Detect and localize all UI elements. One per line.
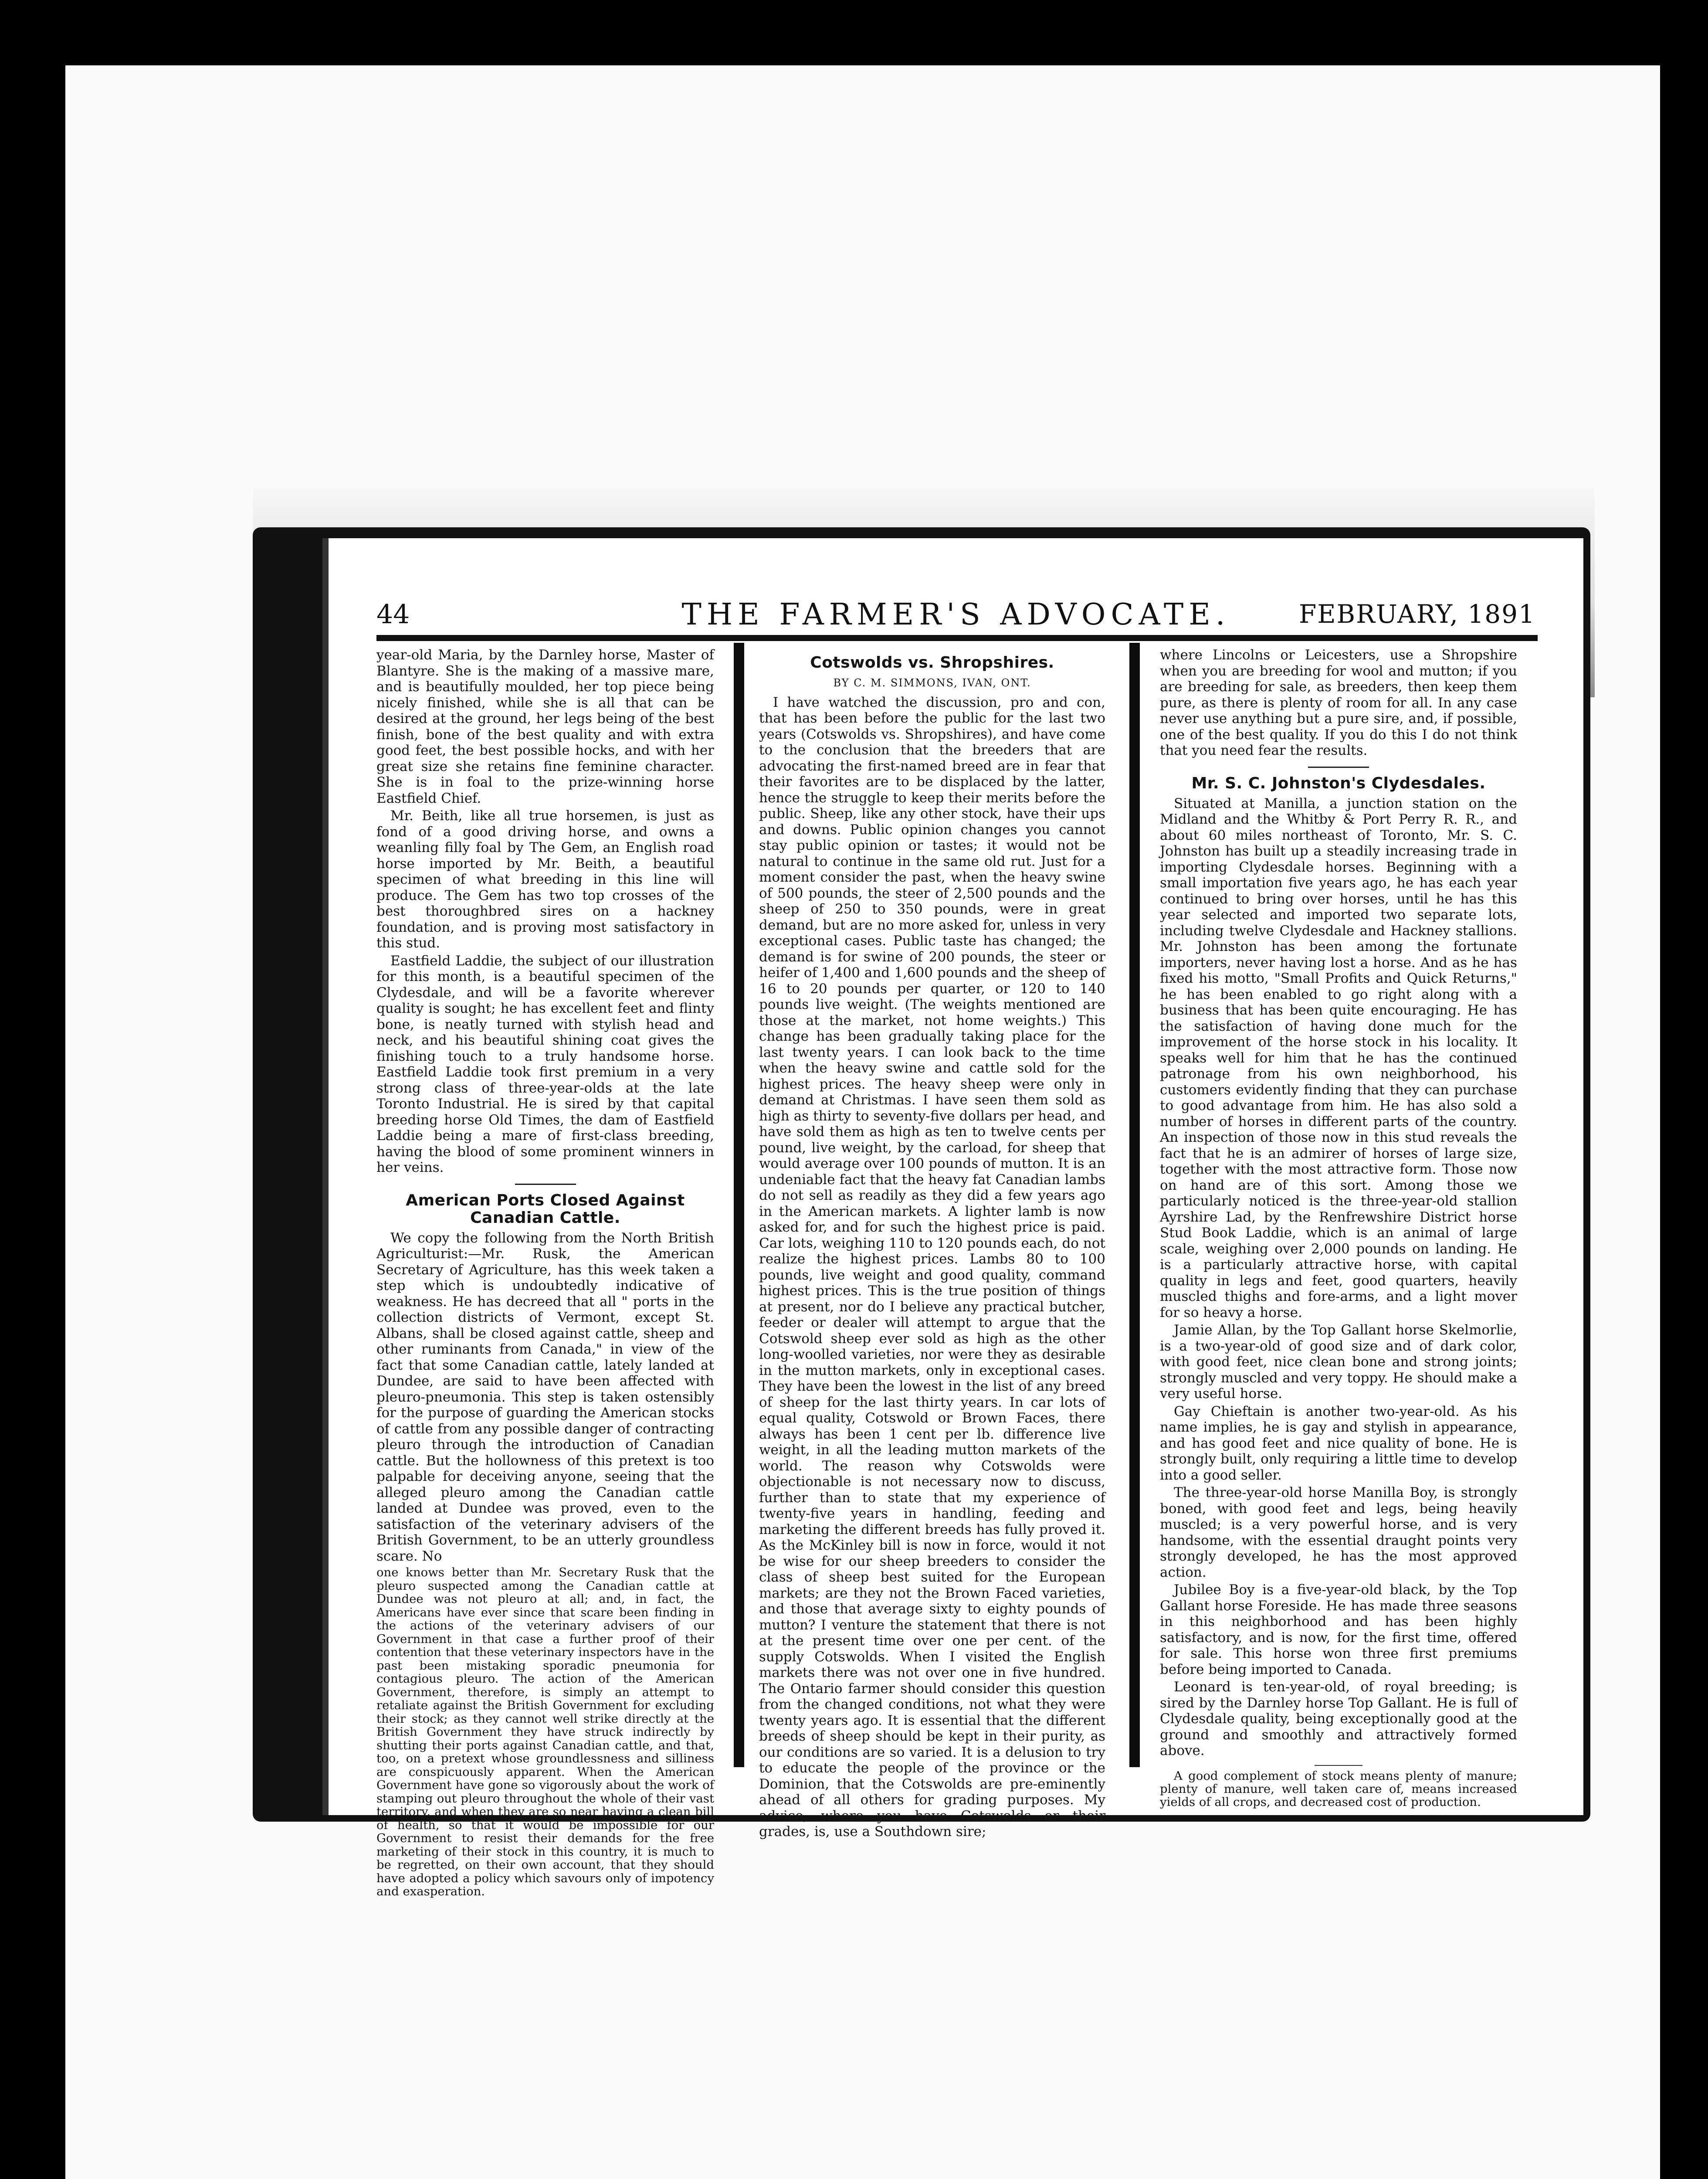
paragraph: Mr. Beith, like all true horsemen, is just as fond of a good driving horse, and owns a weanling filly foal by The Gem, an English road horse imported by Mr. Beith, a beautiful specimen of what breeding in this line will produce. The Gem has two top crosses of the best thoroughbred sires on a hackney foundation, and is proving most satisfactory in this stud. (376, 808, 714, 951)
page-header (376, 595, 1535, 634)
divider (1315, 1765, 1362, 1766)
paragraph: Eastfield Laddie, the subject of our illustration for this month, is a beautiful specimen of the Clydesdale, and will be a favorite wherever quality is sought; he has excellent feet and flinty bone, is neatly turned with stylish head and neck, and his beautiful shining coat gives the finishing touch to a truly handsome horse. Eastfield Laddie took first premium in a very strong class of three-year-olds at the late Toronto Industrial. He is sired by that capital breeding horse Old Times, the dam of Eastfield Laddie being a mare of first-class breeding, having the blood of some prominent winners in her veins. (376, 953, 714, 1175)
divider (515, 1184, 576, 1185)
paragraph: where Lincolns or Leicesters, use a Shropshire when you are breeding for wool and mutton; if you are breeding for sale, as breeders, then keep them pure, as there is plenty of room for all. In any case never use anything but a pure sire, and, if possible, one of the best quality. If you do this I do not think that you need fear the results. (1160, 647, 1517, 758)
paragraph: Situated at Manilla, a junction station on the Midland and the Whitby & Port Perry R. R., and about 60 miles northeast of Toronto, Mr. S. C. Johnston has built up a steadily increasing trade in importing Clydesdale horses. Beginning with a small importation five years ago, he has each year continued to bring over horses, until he has this year selected and imported two separate lots, including twelve Clydesdale and Hackney stallions. Mr. Johnston has been among the fortunate importers, never having lost a horse. And as he has fixed his motto, "Small Profits and Quick Returns," he has been enabled to go right along with a business that has been quite encouraging. He has the satisfaction of having done much for the improvement of the horse stock in his locality. It speaks well for him that he has the continued patronage from his own neighborhood, his customers evidently finding that they can purchase to good advantage from him. He has also sold a number of horses in different parts of the country. An inspection of those now in this stud reveals the fact that he is an admirer of horses of large size, together with the most attractive form. Those now on hand are of this sort. Among those we particularly noticed is the three-year-old stallion Ayrshire Lad, by the Renfrewshire District horse Stud Book Laddie, which is an animal of large scale, weighing over 2,000 pounds on landing. He is a particularly attractive horse, with capital quality in legs and feet, good quarters, heavily muscled thighs and fore-arms, and a light mover for so heavy a horse. (1160, 795, 1517, 1320)
paragraph: The three-year-old horse Manilla Boy, is strongly boned, with good feet and legs, being heavily muscled; is a very powerful horse, and is very handsome, with the essential draught points very strongly developed, he has the most approved action. (1160, 1485, 1517, 1580)
paragraph: Leonard is ten-year-old, of royal breeding; is sired by the Darnley horse Top Gallant. He is full of Clydesdale quality, being exceptionally good at the ground and smoothly and attractively formed above. (1160, 1679, 1517, 1758)
article-heading-cotswolds: Cotswolds vs. Shropshires. (810, 654, 1054, 672)
divider (1308, 767, 1369, 768)
article-heading-american-ports: American Ports Closed Against Canadian Cattle. (406, 1191, 685, 1227)
paragraph: Jamie Allan, by the Top Gallant horse Skelmorlie, is a two-year-old of good size and of dark color, with good feet, nice clean bone and strong joints; strongly muscled and very toppy. He should make a very useful horse. (1160, 1322, 1517, 1402)
paragraph: year-old Maria, by the Darnley horse, Master of Blantyre. She is the making of a massive mare, and is beautifully moulded, her top piece being nicely finished, while she is all that can be desired at the ground, her legs being of the best finish, bone of the best quality and with extra good feet, the best possible hocks, and with her great size she retains fine feminine character. She is in foal to the prize-winning horse Eastfield Chief. (376, 647, 714, 806)
column-right (1160, 647, 1517, 1809)
header-rule (376, 635, 1538, 641)
issue-date: FEBRUARY, 1891 (1298, 599, 1535, 629)
page-number: 44 (376, 599, 410, 630)
column-rule (734, 643, 744, 1767)
masthead: THE FARMER'S ADVOCATE. (681, 597, 1230, 632)
column-rule (1129, 643, 1140, 1767)
newspaper-page (322, 538, 1583, 1898)
paragraph: Jubilee Boy is a five-year-old black, by the Top Gallant horse Foreside. He has made three seasons in this neighborhood and has been highly satisfactory, and is now, for the first time, offered for sale. This horse won three first premiums before being imported to Canada. (1160, 1582, 1517, 1677)
paragraph: Gay Chieftain is another two-year-old. As his name implies, he is gay and stylish in appearance, and has good feet and nice quality of bone. He is strongly built, only requiring a little time to develop into a good seller. (1160, 1403, 1517, 1483)
filler-note: A good complement of stock means plenty of manure; plenty of manure, well taken care of, means increased yields of all crops, and decreased cost of production. (1160, 1768, 1517, 1809)
paragraph: We copy the following from the North British Agriculturist:—Mr. Rusk, the American Secretary of Agriculture, has this week taken a step which is undoubtedly indicative of weakness. He has decreed that all " ports in the collection districts of Vermont, except St. Albans, shall be closed against cattle, sheep and other ruminants from Canada," in view of the fact that some Canadian cattle, lately landed at Dundee, are said to have been affected with pleuro-pneumonia. This step is taken ostensibly for the purpose of guarding the American stocks of cattle from any possible danger of contracting pleuro through the introduction of Canadian cattle. But the hollowness of this pretext is too palpable for deceiving anyone, seeing that the alleged pleuro among the Canadian cattle landed at Dundee was proved, even to the satisfaction of the veterinary advisers of the British Government, to be an utterly groundless scare. No (376, 1230, 714, 1564)
paragraph: I have watched the discussion, pro and con, that has been before the public for the last two years (Cotswolds vs. Shropshires), and have come to the conclusion that the breeders that are advocating the first-named breed are in fear that their favorites are to be displaced by the latter, hence the struggle to keep their merits before the public. Sheep, like any other stock, have their ups and downs. Public opinion changes you cannot stay public opinion or tastes; it would not be natural to continue in the same old rut. Just for a moment consider the past, when the heavy swine of 500 pounds, the steer of 2,500 pounds and the sheep of 250 to 350 pounds, were in great demand, but are no more asked for, unless in very exceptional cases. Public taste has changed; the demand is for swine of 200 pounds, the steer or heifer of 1,400 and 1,600 pounds and the sheep of 16 to 20 pounds per quarter, or 120 to 140 pounds live weight. (The weights mentioned are those at the market, not home weights.) This change has been gradually taking place for the last twenty years. I can look back to the time when the heavy swine and cattle sold for the highest prices. The heavy sheep were only in demand at Christmas. I have seen them sold as high as thirty to seventy-five dollars per head, and have sold them as high as ten to twelve cents per pound, live weight, by the carload, for sheep that would average over 100 pounds of mutton. It is an undeniable fact that the heavy fat Canadian lambs do not sell as readily as they did a few years ago in the American markets. A lighter lamb is now asked for, and for such the highest price is paid. Car lots, weighing 110 to 120 pounds each, do not realize the highest prices. Lambs 80 to 100 pounds, live weight and good quality, command highest prices. This is the true position of things at present, nor do I believe any practical butcher, feeder or dealer will attempt to argue that the Cotswold sheep ever sold as high as the other long-woolled varieties, nor were they as desirable in the mutton markets, only in exceptional cases. They have been the lowest in the list of any breed of sheep for the last thirty years. In car lots of equal quality, Cotswold or Brown Faces, there always has been 1 cent per lb. difference live weight, in all the leading mutton markets of the world. The reason why Cotswolds were objectionable is not necessary now to discuss, further than to state that my experience of twenty-five years in handling, feeding and marketing the different breeds has fully proved it. As the McKinley bill is now in force, would it not be wise for our sheep breeders to consider the class of sheep best suited for the European markets; are they not the Brown Faced varieties, and those that average sixty to eighty pounds of mutton? I venture the statement that there is not at the present time over one per cent. of the supply Cotswolds. When I visited the English markets there was not over one in five hundred. The Ontario farmer should consider this question from the changed conditions, not what they were twenty years ago. It is essential that the different breeds of sheep should be kept in their purity, as our conditions are so varied. It is a delusion to try to educate the people of the province or the Dominion, that the Cotswolds are pre-eminently ahead of all others for grading purposes. My advice, where you have Cotswolds or their grades, is, use a Southdown sire; (759, 694, 1105, 1840)
byline: BY C. M. SIMMONS, IVAN, ONT. (833, 677, 1031, 689)
article-heading-johnstons-clydesdales: Mr. S. C. Johnston's Clydesdales. (1191, 774, 1486, 792)
column-left (376, 647, 714, 1898)
paragraph-small-print: one knows better than Mr. Secretary Rusk that the pleuro suspected among the Canadian cattle at Dundee was not pleuro at all; and, in fact, the Americans have ever since that scare been finding in the actions of the veterinary advisers of our Government in that case a further proof of their contention that these veterinary inspectors have in the past been mistaking sporadic pneumonia for contagious pleuro. The action of the American Government, therefore, is simply an attempt to retaliate against the British Government for excluding their stock; as they cannot well strike directly at the British Government they have struck indirectly by shutting their ports against Canadian cattle, and that, too, on a pretext whose groundlessness and silliness are conspicuously apparent. When the American Government have gone so vigorously about the work of stamping out pleuro throughout the whole of their vast territory, and when they are so near having a clean bill of health, so that it would be impossible for our Government to resist their demands for the free marketing of their stock in this country, it is much to be regretted, on their own account, that they should have adopted a policy which savours only of impotency and exasperation. (376, 1565, 714, 1898)
column-middle (759, 647, 1105, 1840)
